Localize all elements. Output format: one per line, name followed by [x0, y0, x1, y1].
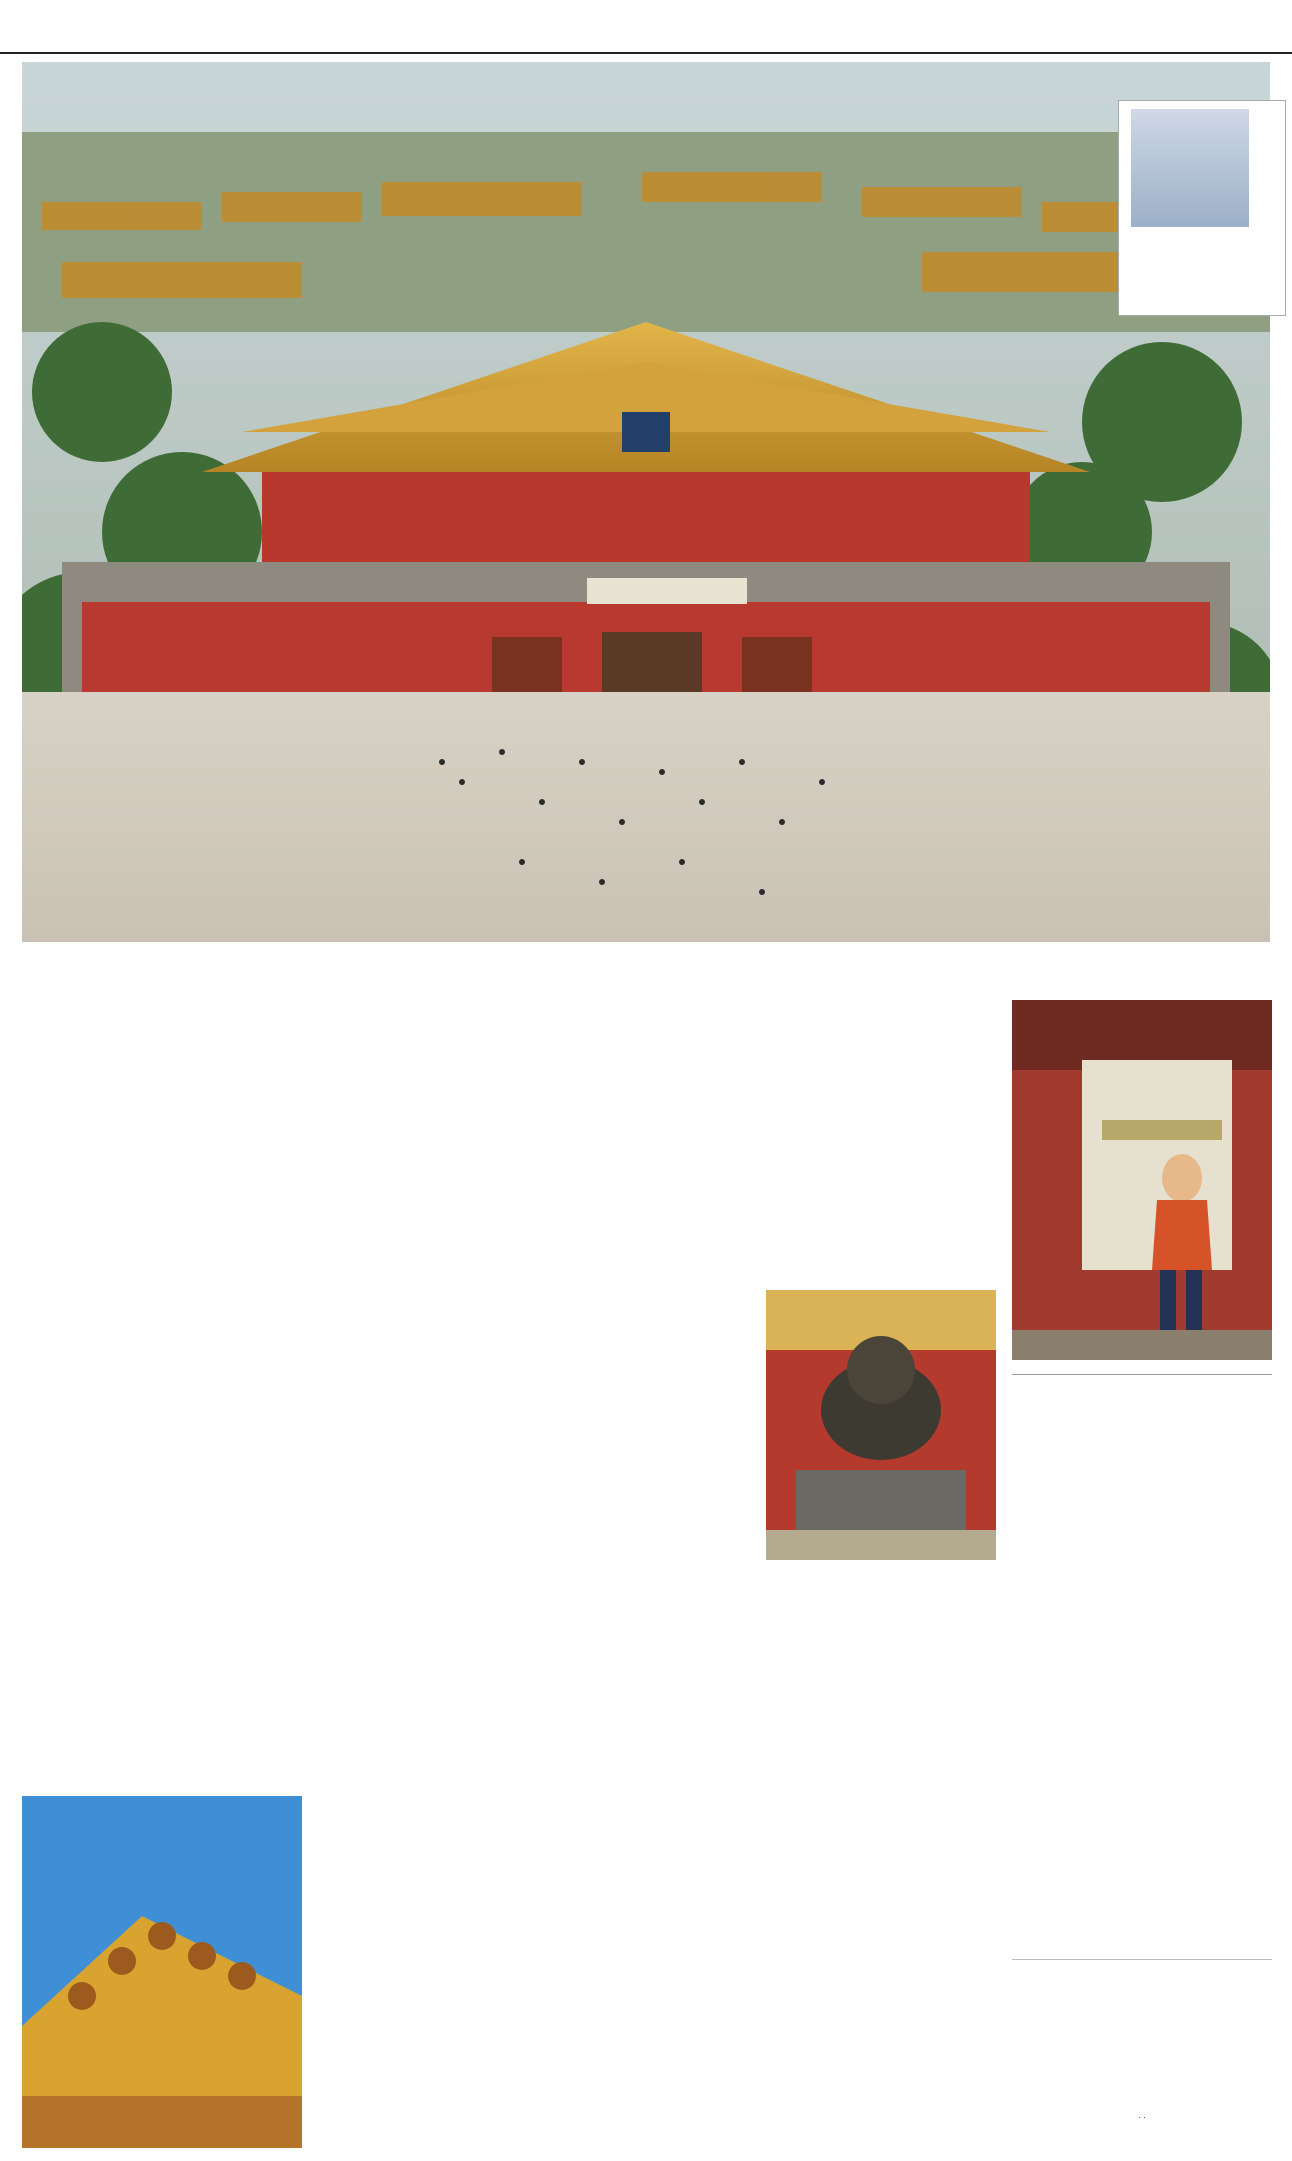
- masthead-box: [1012, 1374, 1272, 2156]
- masthead-printing: [1012, 2059, 1272, 2079]
- masthead-footer: · ·: [1137, 2112, 1147, 2122]
- article-column-4b: [806, 1572, 1000, 1578]
- page-header: [0, 0, 1292, 54]
- page-section: [34, 10, 38, 38]
- article-column-3: [608, 978, 798, 984]
- article-column-1: [212, 978, 402, 984]
- forbidden-city-illustration: [22, 62, 1270, 942]
- author-gate-photo: [1012, 1000, 1272, 1360]
- author-box: [1118, 100, 1286, 316]
- masthead-address: [1012, 2001, 1272, 2025]
- lion-statue-photo: [766, 1290, 996, 1560]
- article-column-2: [410, 978, 600, 984]
- article-column-4: [806, 978, 1000, 984]
- hero-photo: [22, 62, 1270, 942]
- roof-figurines-photo: [22, 1796, 302, 2148]
- author-avatar: [1131, 109, 1249, 227]
